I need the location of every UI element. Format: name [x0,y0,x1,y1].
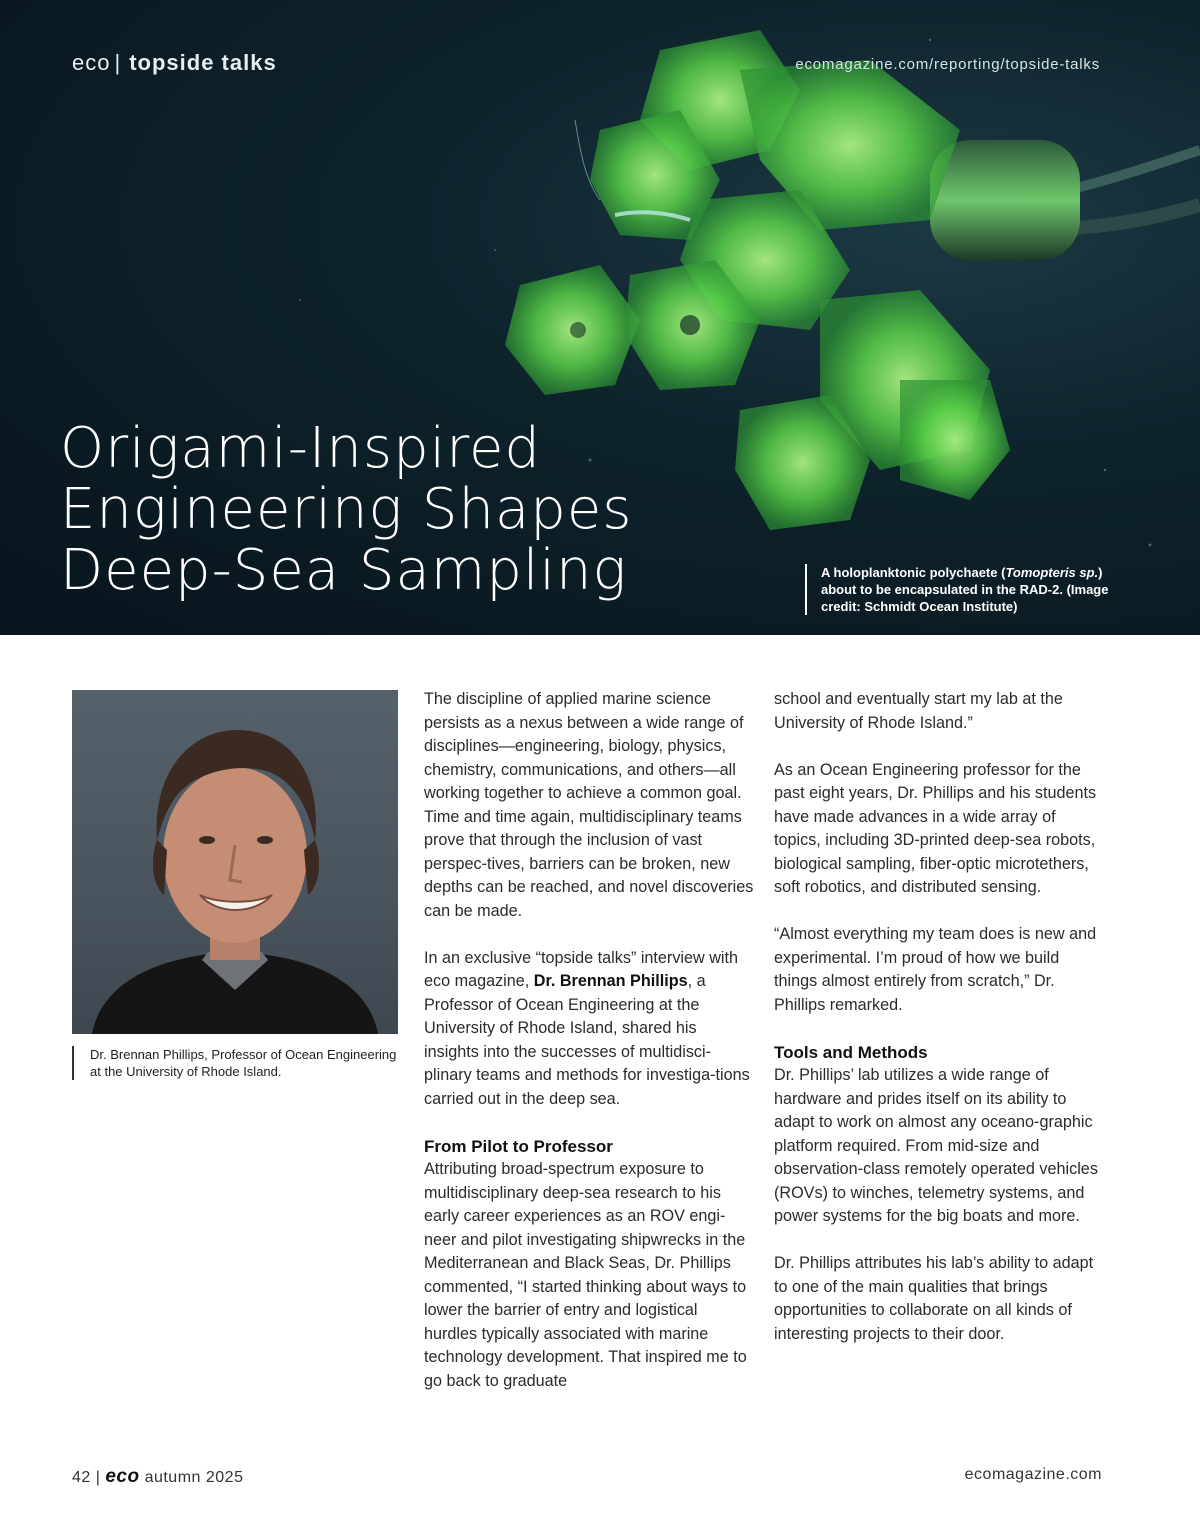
title-line-1: Origami-Inspired [60,416,541,481]
hero-caption-text: A holoplanktonic polychaete ( [821,565,1006,580]
article-url: ecomagazine.com/reporting/topside-talks [795,56,1100,73]
article-title [60,418,632,601]
title-line-2: Engineering Shapes [60,477,633,542]
hero-caption-species: Tomopteris sp. [1005,565,1099,580]
issue-label: autumn 2025 [144,1469,244,1486]
hero-caption-credit: ) about to be encapsulated in the RAD-2. (Image credit: Schmidt Ocean Institute) [821,565,1109,614]
interview-text-end: , a Professor of Ocean Engineering at the University of Rhode Island, shared his insights into the successes of multidisci-plinary teams and methods for investiga-tions carried out in the deep sea. [424,972,750,1108]
heading-pilot-to-professor: From Pilot to Professor [424,1136,613,1156]
paragraph-intro: The discipline of applied marine science persists as a nexus between a wide range of disciplines—engineering, biology, physics, chemistry, communications, and others—all working together to achieve a common goal. Time and time again, multidisciplinary teams prove that through the inclusion of vast perspec-tives, barriers can be broken, new depths can be reached, and novel discoveries can be made. [424,690,754,920]
paragraph-tools: Dr. Phillips’ lab utilizes a wide range of hardware and prides itself on its ability to adapt to work on almost any oceano-graphic platform required. From mid-size and observation-class remotely operated vehicles (ROVs) to winches, telemetry systems, and power systems for the big boats and more. [774,1066,1098,1225]
footer-folio [72,1466,243,1488]
heading-tools-methods: Tools and Methods [774,1042,928,1062]
interview-text-start: In an exclusive “topside talks” interview with eco magazine, [424,948,738,990]
page-number: 42 [72,1469,91,1486]
title-line-3: Deep-Sea Sampling [60,538,628,603]
paragraph-pilot: Attributing broad-spectrum exposure to multidisciplinary deep-sea research to his early career experiences as an ROV engi-neer and pilot investigating shipwrecks in the Mediterranean and Black Seas, Dr. Phillips commented, “I started thinking about ways to lower the barrier of entry and logistical hurdles typically associated with marine technology development. That inspired me to go back to graduate [424,1160,747,1390]
kicker-topside-talks: topside talks [129,50,277,75]
hero-banner [0,0,1200,635]
article-column-2 [774,688,1104,1370]
portrait-caption: Dr. Brennan Phillips, Professor of Ocean Engineering at the University of Rhode Island. [72,1046,410,1080]
interviewee-name: Dr. Brennan Phillips [533,972,688,990]
paragraph-adapt: Dr. Phillips attributes his lab’s ability to adapt to one of the main qualities that brings opportunities to collaborate on all kinds of interesting projects to their door. [774,1254,1094,1343]
footer-separator: | [95,1469,101,1486]
paragraph-interview [424,947,754,1112]
kicker-separator: | [114,50,122,75]
footer-site: ecomagazine.com [964,1466,1102,1483]
section-kicker [72,50,277,76]
eco-logo: eco [105,1466,140,1487]
paragraph-continued: school and eventually start my lab at the University of Rhode Island.” [774,690,1063,732]
paragraph-professor: As an Ocean Engineering professor for the past eight years, Dr. Phillips and his students have made advances in a wide array of topics, including 3D-printed deep-sea robots, biological sampling, fiber-optic microtethers, soft robotics, and distributed sensing. [774,760,1097,896]
portrait-illustration [72,690,398,1034]
paragraph-quote: “Almost everything my team does is new and experimental. I’m proud of how we build things almost entirely from scratch,” Dr. Phillips remarked. [774,925,1097,1014]
housing-cylinder [930,140,1080,260]
kicker-eco: eco [72,50,111,75]
portrait-photo [72,690,398,1034]
article-column-1 [424,688,754,1417]
hero-caption [805,564,1131,615]
